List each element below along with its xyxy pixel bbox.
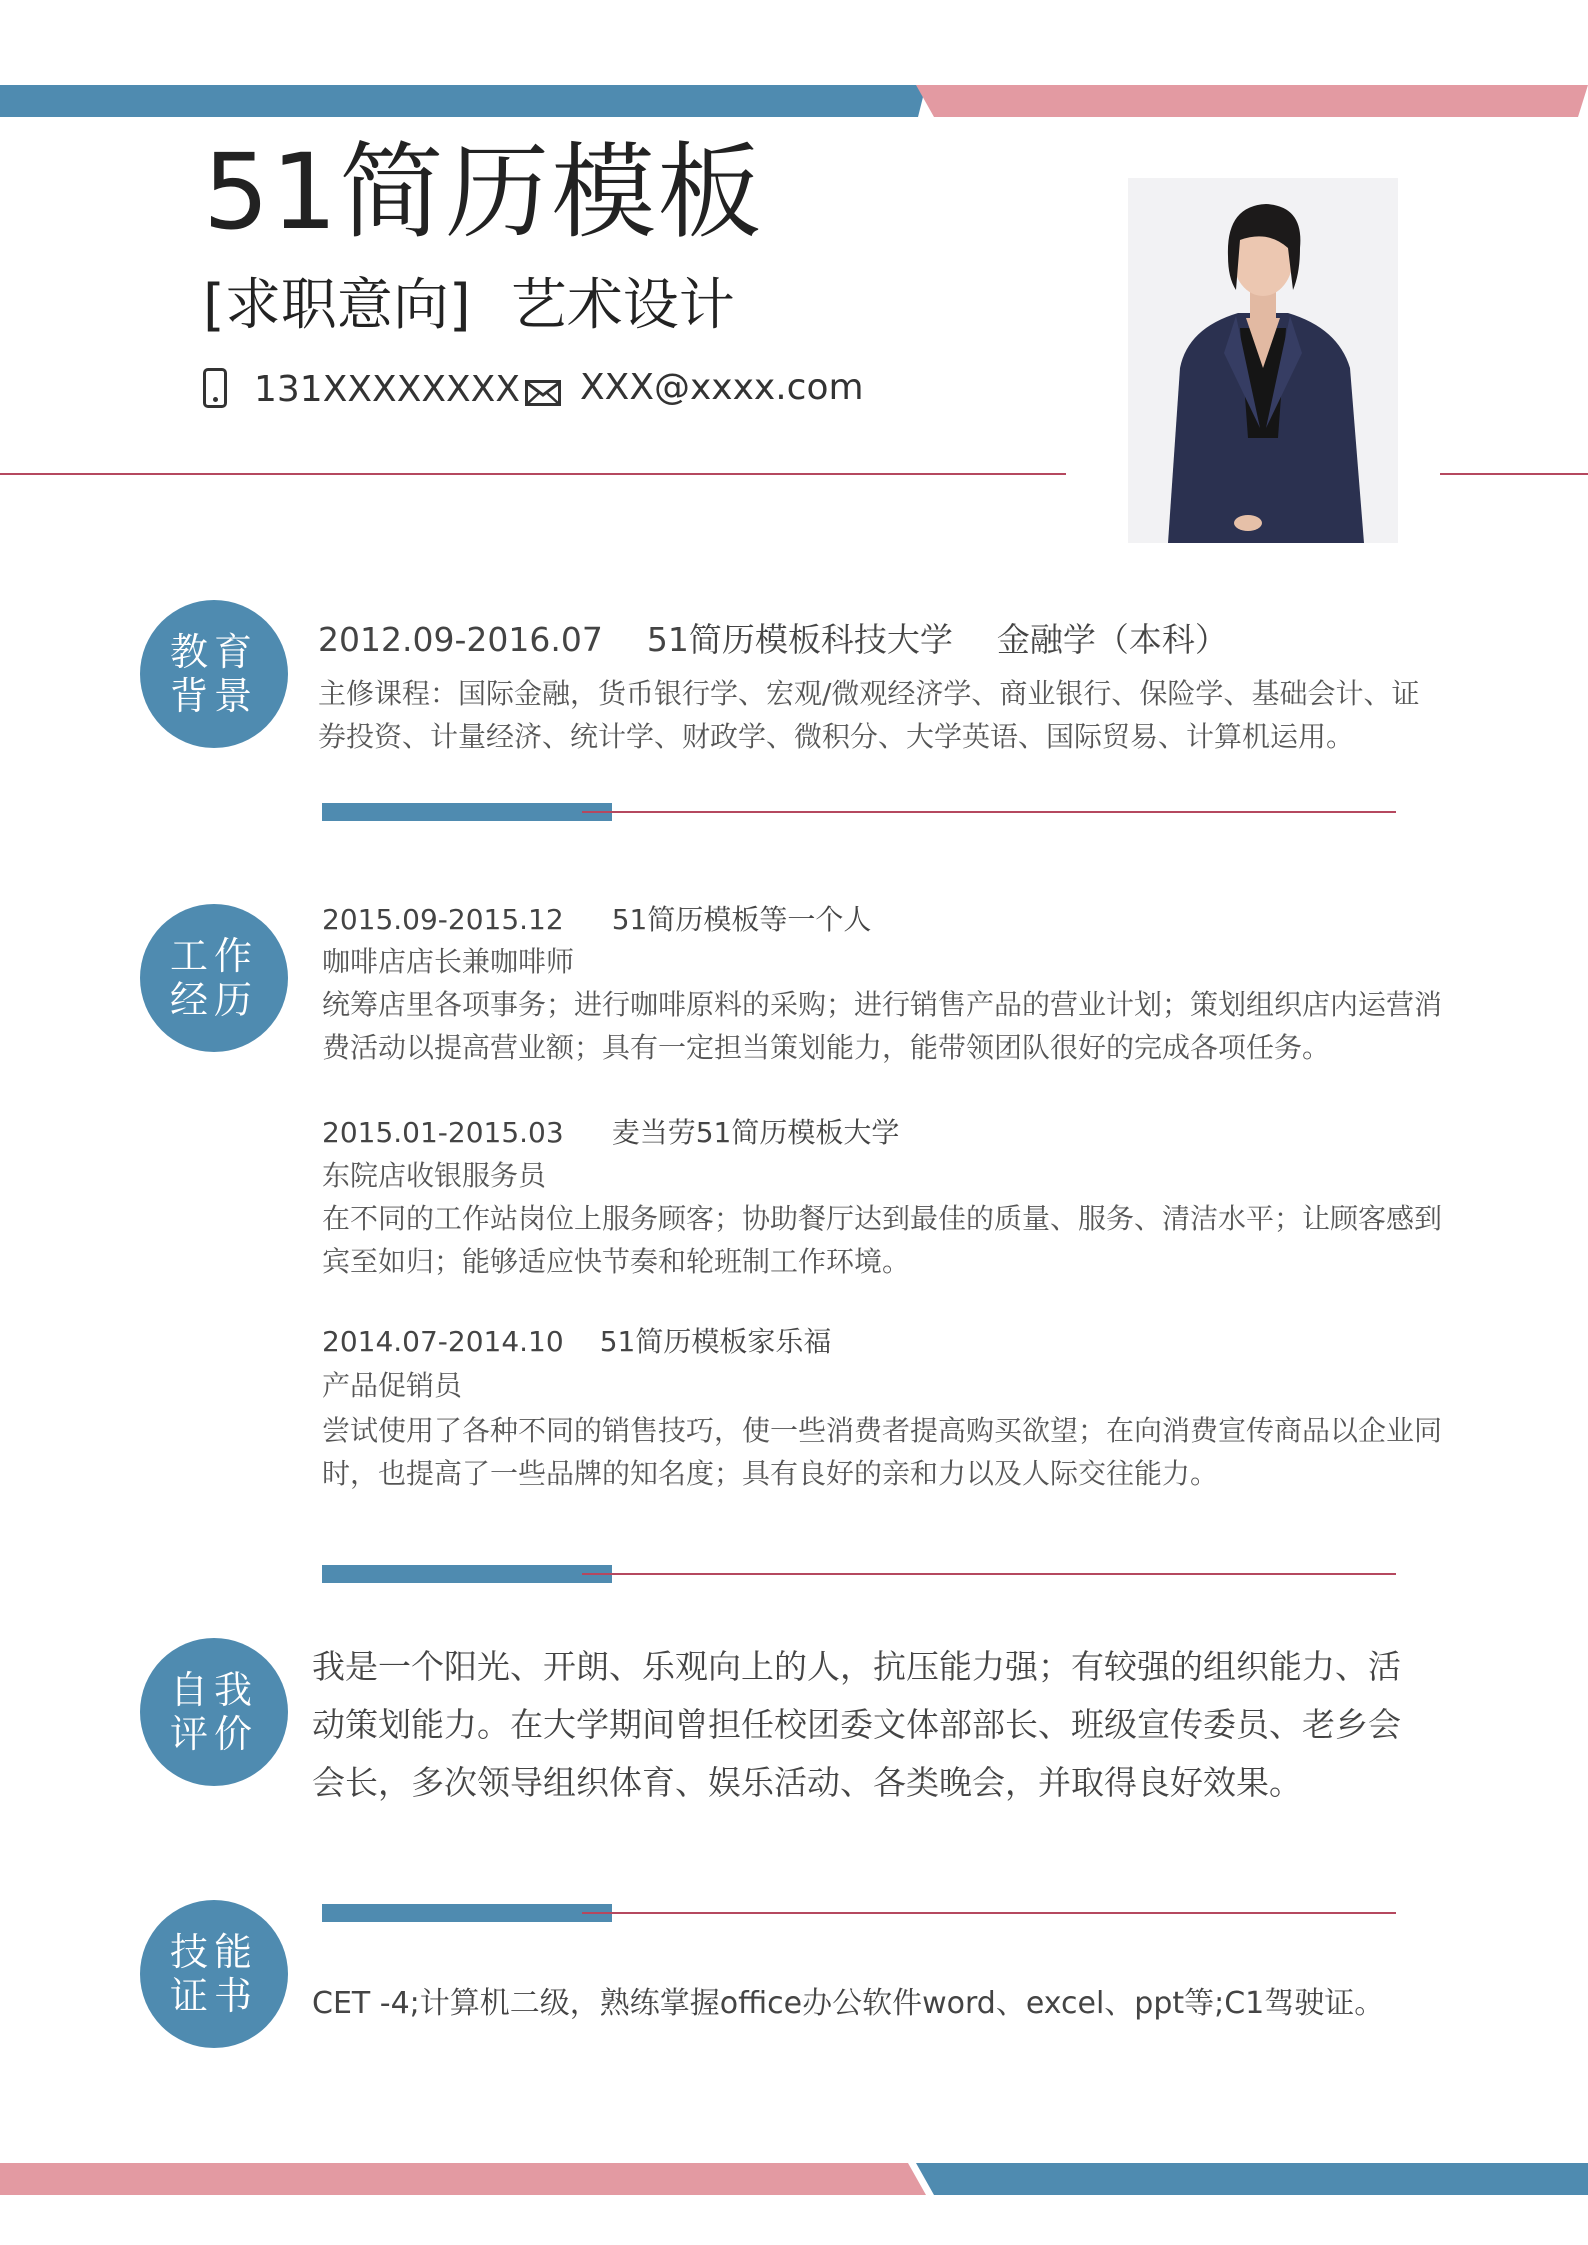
self-eval-badge-line-2: 评价 [169, 1712, 258, 1756]
phone-icon [203, 368, 227, 408]
phone-number: 131XXXXXXXX [254, 369, 521, 410]
self-eval-badge-line-1: 自我 [169, 1668, 258, 1712]
work-badge-line-1: 工作 [169, 934, 258, 978]
job-role: 东院店收银服务员 [322, 1159, 547, 1192]
education-school: 51简历模板科技大学 [646, 620, 953, 659]
job-role: 咖啡店店长兼咖啡师 [322, 945, 575, 978]
job-desc-line: 时，也提高了一些品牌的知名度；具有良好的亲和力以及人际交往能力。 [322, 1457, 1219, 1490]
email-address: XXX@xxxx.com [580, 367, 864, 408]
job-period: 2015.01-2015.03 [322, 1116, 564, 1149]
job-company: 51简历模板等一个人 [611, 903, 872, 936]
education-period: 2012.09-2016.07 [318, 620, 603, 659]
job-role: 产品促销员 [322, 1369, 463, 1402]
header-divider-right [1440, 473, 1588, 475]
job-desc-line: 尝试使用了各种不同的销售技巧，使一些消费者提高购买欲望；在向消费宣传商品以企业同 [322, 1414, 1443, 1447]
education-header [318, 614, 1228, 661]
education-major: 金融学（本科） [996, 620, 1228, 659]
job-intent-label: [求职意向] [203, 273, 471, 338]
job-desc-line: 统筹店里各项事务；进行咖啡原料的采购；进行销售产品的营业计划；策划组织店内运营消 [322, 988, 1443, 1021]
section-divider [322, 1904, 1396, 1922]
job-company: 51简历模板家乐福 [599, 1325, 832, 1358]
skills-badge [140, 1900, 288, 2048]
self-eval-badge [140, 1638, 288, 1786]
education-badge-line-1: 教育 [169, 630, 258, 674]
self-eval-line: 我是一个阳光、开朗、乐观向上的人，抗压能力强；有较强的组织能力、活 [312, 1647, 1401, 1686]
top-pink-bar [916, 85, 1588, 117]
resume-title: 51简历模板 [203, 131, 764, 253]
job-header [322, 1111, 899, 1151]
skills-text: CET -4;计算机二级，熟练掌握office办公软件word、excel、ppt等;C1驾驶证。 [312, 1986, 1385, 2021]
work-badge [140, 904, 288, 1052]
education-badge [140, 600, 288, 748]
education-desc-line: 券投资、计量经济、统计学、财政学、微积分、大学英语、国际贸易、计算机运用。 [318, 720, 1355, 753]
work-badge-line-2: 经历 [169, 978, 258, 1022]
job-desc-line: 费活动以提高营业额；具有一定担当策划能力，能带领团队很好的完成各项任务。 [322, 1031, 1331, 1064]
section-divider [322, 803, 1396, 821]
education-desc-line: 主修课程：国际金融，货币银行学、宏观/微观经济学、商业银行、保险学、基础会计、证 [318, 677, 1420, 710]
profile-photo [1128, 178, 1398, 543]
bottom-pink-bar [0, 2163, 926, 2195]
self-eval-line: 动策划能力。在大学期间曾担任校团委文体部部长、班级宣传委员、老乡会 [312, 1705, 1401, 1744]
self-eval-line: 会长，多次领导组织体育、娱乐活动、各类晚会，并取得良好效果。 [312, 1763, 1302, 1802]
job-company: 麦当劳51简历模板大学 [611, 1116, 900, 1149]
job-header [322, 898, 871, 938]
header-divider-left [0, 473, 1066, 475]
education-badge-line-2: 背景 [169, 674, 258, 718]
section-divider [322, 1565, 1396, 1583]
bottom-blue-bar [916, 2163, 1588, 2195]
job-intent-value: 艺术设计 [510, 273, 735, 338]
top-blue-bar [0, 85, 926, 117]
job-desc-line: 在不同的工作站岗位上服务顾客；协助餐厅达到最佳的质量、服务、清洁水平；让顾客感到 [322, 1202, 1443, 1235]
job-desc-line: 宾至如归；能够适应快节奏和轮班制工作环境。 [322, 1245, 911, 1278]
job-period: 2015.09-2015.12 [322, 903, 564, 936]
job-intent [203, 273, 735, 338]
skills-badge-line-1: 技能 [169, 1930, 258, 1974]
job-period: 2014.07-2014.10 [322, 1325, 564, 1358]
mail-icon [525, 380, 561, 406]
skills-badge-line-2: 证书 [169, 1974, 258, 2018]
job-header [322, 1320, 831, 1360]
